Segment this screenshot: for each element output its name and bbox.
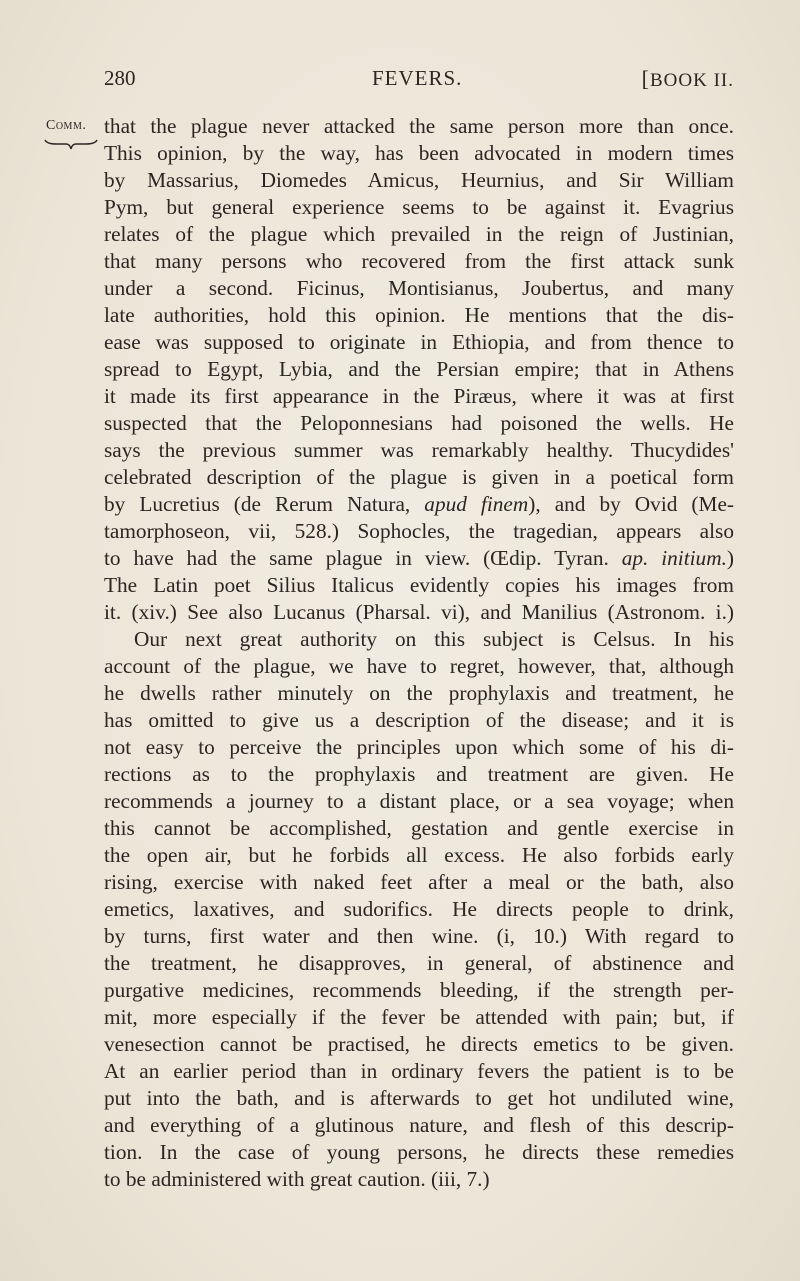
margin-note-comm: Comm. xyxy=(46,118,87,133)
text-line: celebrated description of the plague is given in a poetical form xyxy=(104,465,734,489)
margin-brace-icon xyxy=(44,138,98,152)
text-line: under a second. Ficinus, Montisianus, Joubertus, and many xyxy=(104,276,734,300)
text-line: This opinion, by the way, has been advocated in modern times xyxy=(104,141,734,165)
text-line: by Massarius, Diomedes Amicus, Heurnius, and Sir William xyxy=(104,168,734,192)
book-bracket: [ xyxy=(641,66,650,91)
text-line: the open air, but he forbids all excess. He also forbids early xyxy=(104,843,734,867)
text-line: to be administered with great caution. (iii, 7.) xyxy=(104,1167,490,1191)
italic-phrase: apud finem xyxy=(424,492,529,516)
text-line: that the plague never attacked the same person more than once. xyxy=(104,114,734,138)
text-line: venesection cannot be practised, he directs emetics to be given. xyxy=(104,1032,734,1056)
text-line: account of the plague, we have to regret, however, that, although xyxy=(104,654,734,678)
text-line: says the previous summer was remarkably healthy. Thucydides' xyxy=(104,438,734,462)
text-line: The Latin poet Silius Italicus evidently copies his images from xyxy=(104,573,734,597)
page-number: 280 xyxy=(104,66,136,90)
book-reference xyxy=(642,66,734,92)
text-line: has omitted to give us a description of the disease; and it is xyxy=(104,708,734,732)
text-line: mit, more especially if the fever be attended with pain; but, if xyxy=(104,1005,734,1029)
text-line: late authorities, hold this opinion. He mentions that the dis- xyxy=(104,303,734,327)
text-line: suspected that the Peloponnesians had poisoned the wells. He xyxy=(104,411,734,435)
text-line: purgative medicines, recommends bleeding, if the strength per- xyxy=(104,978,734,1002)
text-line: Pym, but general experience seems to be against it. Evagrius xyxy=(104,195,734,219)
text-line: ease was supposed to originate in Ethiopia, and from thence to xyxy=(104,330,734,354)
running-title: FEVERS. xyxy=(372,66,463,90)
text-line: this cannot be accomplished, gestation and gentle exercise in xyxy=(104,816,734,840)
running-head xyxy=(104,66,734,96)
book-label: BOOK II. xyxy=(650,70,734,91)
text-line: the treatment, he disapproves, in general, of abstinence and xyxy=(104,951,734,975)
text-line: emetics, laxatives, and sudorifics. He directs people to drink, xyxy=(104,897,734,921)
text-line: recommends a journey to a distant place, or a sea voyage; when xyxy=(104,789,734,813)
text-line: it made its first appearance in the Piræus, where it was at first xyxy=(104,384,734,408)
body-text xyxy=(104,113,734,1193)
text-line: relates of the plague which prevailed in the reign of Justinian, xyxy=(104,222,734,246)
text-line: At an earlier period than in ordinary fevers the patient is to be xyxy=(104,1059,734,1083)
paragraph-start-line: Our next great authority on this subject is Celsus. In his xyxy=(134,627,734,651)
text-line: he dwells rather minutely on the prophylaxis and treatment, he xyxy=(104,681,734,705)
text-line: and everything of a glutinous nature, and flesh of this descrip- xyxy=(104,1113,734,1137)
text-line: to have had the same plague in view. (Œdip. Tyran. ap. initium.) xyxy=(104,546,734,570)
text-line: not easy to perceive the principles upon which some of his di- xyxy=(104,735,734,759)
text-line: rising, exercise with naked feet after a meal or the bath, also xyxy=(104,870,734,894)
text-line: it. (xiv.) See also Lucanus (Pharsal. vi), and Manilius (Astronom. i.) xyxy=(104,600,734,624)
text-line: put into the bath, and is afterwards to get hot undiluted wine, xyxy=(104,1086,734,1110)
text-line: that many persons who recovered from the first attack sunk xyxy=(104,249,734,273)
italic-phrase: ap. initium. xyxy=(621,546,727,570)
text-line: by Lucretius (de Rerum Natura, apud finem), and by Ovid (Me- xyxy=(104,492,734,516)
text-line: tamorphoseon, vii, 528.) Sophocles, the tragedian, appears also xyxy=(104,519,734,543)
text-line: rections as to the prophylaxis and treatment are given. He xyxy=(104,762,734,786)
text-line: tion. In the case of young persons, he directs these remedies xyxy=(104,1140,734,1164)
text-line: by turns, first water and then wine. (i, 10.) With regard to xyxy=(104,924,734,948)
text-line: spread to Egypt, Lybia, and the Persian empire; that in Athens xyxy=(104,357,734,381)
